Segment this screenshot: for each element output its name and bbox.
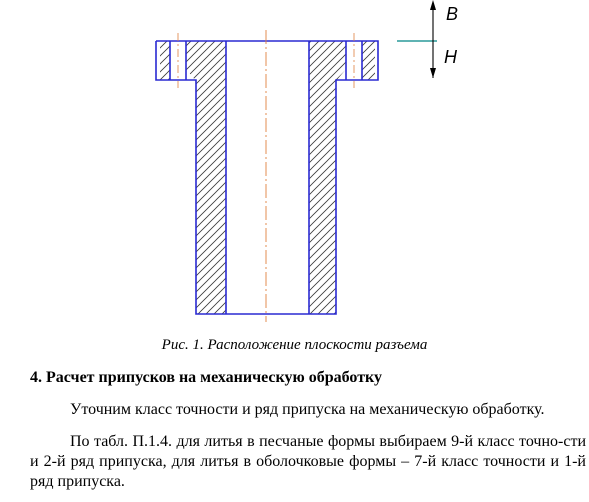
- parting-arrows: [430, 0, 436, 78]
- section-heading: 4. Расчет припусков на механическую обработку: [30, 369, 383, 386]
- section-hatching: [160, 41, 375, 314]
- paragraph-2: По табл. П.1.4. для литья в песчаные формы выбираем 9-й класс точно-сти и 2-й ряд припуска, для литья в оболочковые формы – 7-й класс точности и 1-й ряд припуска.: [30, 433, 586, 490]
- part-outline: [156, 41, 378, 314]
- figure-caption: Рис. 1. Расположение плоскости разъема: [161, 337, 428, 353]
- label-bottom: H: [444, 47, 457, 67]
- paragraph-1: Уточним класс точности и ряд припуска на механическую обработку.: [70, 401, 545, 418]
- label-top: B: [446, 4, 459, 24]
